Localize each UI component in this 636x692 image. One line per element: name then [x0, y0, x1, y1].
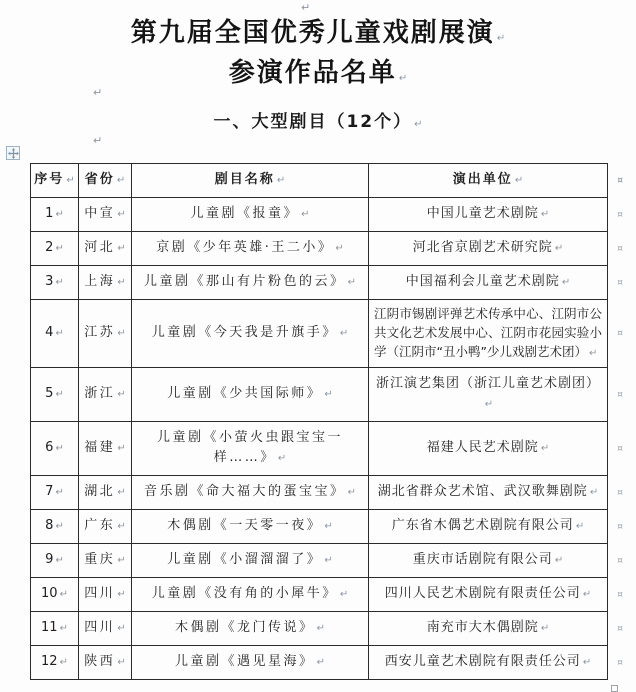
paragraph-mark: ↵ — [117, 521, 126, 532]
paragraph-mark: ↵ — [514, 175, 524, 186]
cell-no: 9 ↵ — [31, 544, 79, 578]
paragraph-mark: ↵ — [339, 589, 349, 600]
table-row — [31, 578, 608, 612]
cell-play-title: 木偶剧《龙门传说》 ↵ — [132, 612, 369, 646]
section-heading-text: 一、大型剧目（12个） — [213, 112, 413, 132]
cell-performing-unit: 广东省木偶艺术剧院有限公司 ↵ ¤ — [369, 510, 608, 544]
table-row — [31, 198, 608, 232]
paragraph-mark: ↵ — [59, 623, 68, 634]
paragraph-mark: ↵ — [335, 243, 344, 254]
paragraph-mark: ↵ — [582, 589, 592, 600]
end-of-row-mark: ¤ — [617, 589, 623, 600]
end-of-row-mark: ¤ — [617, 623, 623, 634]
cell-play-title: 儿童剧《那山有片粉色的云》 ↵ — [132, 266, 369, 300]
cell-performing-unit: 河北省京剧艺术研究院 ↵ ¤ — [369, 232, 608, 266]
four-way-arrow-icon — [8, 148, 19, 159]
paragraph-mark: ↵ — [55, 389, 64, 400]
document-title — [0, 16, 636, 96]
end-of-row-mark: ¤ — [617, 175, 623, 186]
cell-play-title: 儿童剧《小溜溜溜了》 ↵ — [132, 544, 369, 578]
cell-no: 5 ↵ — [31, 368, 79, 422]
table-row — [31, 476, 608, 510]
table-row — [31, 422, 608, 476]
paragraph-mark: ↵ — [117, 589, 126, 600]
paragraph-mark: ↵ — [324, 521, 333, 532]
header-cell-unit: 演出单位 ↵ ¤ — [369, 164, 608, 198]
cell-province: 上海 ↵ — [79, 266, 132, 300]
table-row — [31, 646, 608, 680]
cell-play-title: 京剧《少年英雄·王二小》 ↵ — [132, 232, 369, 266]
paragraph-mark: ↵ — [117, 209, 126, 220]
table-row — [31, 232, 608, 266]
cell-no: 11 ↵ — [31, 612, 79, 646]
paragraph-mark: ↵ — [561, 277, 571, 288]
paragraph-mark: ↵ — [588, 348, 598, 359]
cell-no: 12 ↵ — [31, 646, 79, 680]
table-row — [31, 510, 608, 544]
paragraph-mark: ↵ — [589, 487, 599, 498]
paragraph-mark: ↵ — [398, 73, 408, 84]
cell-no: 2 ↵ — [31, 232, 79, 266]
header-cell-no: 序号 ↵ — [31, 164, 79, 198]
cell-performing-unit: 浙江演艺集团（浙江儿童艺术剧团）↵ ¤ — [369, 368, 608, 422]
table-header-row — [31, 164, 608, 198]
title-text-1: 第九届全国优秀儿童戏剧展演 — [130, 18, 495, 48]
paragraph-mark: ↵ — [117, 277, 126, 288]
paragraph-mark: ↵ — [66, 175, 75, 186]
cell-province: 河北 ↵ — [79, 232, 132, 266]
program-table — [30, 163, 623, 680]
paragraph-mark: ↵ — [277, 453, 287, 464]
paragraph-mark: ↵ — [339, 328, 349, 339]
table-row — [31, 300, 608, 368]
table-move-handle-icon[interactable] — [6, 146, 20, 160]
table-row — [31, 612, 608, 646]
paragraph-mark: ↵ — [117, 555, 126, 566]
paragraph-mark: ↵ — [324, 555, 333, 566]
paragraph-mark: ↵ — [117, 623, 126, 634]
paragraph-mark: ↵ — [59, 589, 68, 600]
paragraph-mark: ↵ — [55, 277, 64, 288]
cell-province: 重庆 ↵ — [79, 544, 132, 578]
table-row — [31, 544, 608, 578]
cell-province: 浙江 ↵ — [79, 368, 132, 422]
cell-no: 7 ↵ — [31, 476, 79, 510]
cell-performing-unit: 江阴市锡剧评弹艺术传承中心、江阴市公共文化艺术发展中心、江阴市花园实验小学（江阴市“丑小鸭”少儿戏剧艺术团） ↵ ¤ — [369, 300, 608, 368]
cell-performing-unit: 四川人民艺术剧院有限责任公司 ↵ ¤ — [369, 578, 608, 612]
cell-performing-unit: 南充市大木偶剧院 ↵ ¤ — [369, 612, 608, 646]
paragraph-mark: ↵ — [316, 657, 325, 668]
cell-province: 广东 ↵ — [79, 510, 132, 544]
cell-play-title: 儿童剧《报童》 ↵ — [132, 198, 369, 232]
cell-no: 6 ↵ — [31, 422, 79, 476]
cell-performing-unit: 中国儿童艺术剧院 ↵ ¤ — [369, 198, 608, 232]
cell-province: 中宣 ↵ — [79, 198, 132, 232]
paragraph-mark: ↵ — [582, 657, 592, 668]
cell-performing-unit: 福建人民艺术剧院 ↵ ¤ — [369, 422, 608, 476]
end-of-row-mark: ¤ — [617, 209, 623, 220]
cell-play-title: 音乐剧《命大福大的蛋宝宝》 ↵ — [132, 476, 369, 510]
cell-no: 3 ↵ — [31, 266, 79, 300]
paragraph-mark: ↵ — [276, 175, 286, 186]
paragraph-mark: ↵ — [540, 209, 550, 220]
paragraph-mark: ↵ — [116, 175, 126, 186]
cell-play-title: 儿童剧《今天我是升旗手》 ↵ — [132, 300, 369, 368]
paragraph-mark: ↵ — [55, 555, 64, 566]
paragraph-mark: ↵ — [540, 443, 550, 454]
cell-no: 10 ↵ — [31, 578, 79, 612]
end-of-row-mark: ¤ — [617, 443, 623, 454]
end-of-row-mark: ¤ — [617, 521, 623, 532]
cell-play-title: 木偶剧《一天零一夜》 ↵ — [132, 510, 369, 544]
paragraph-mark: ↵ — [117, 487, 126, 498]
table-row — [31, 266, 608, 300]
cell-performing-unit: 中国福利会儿童艺术剧院 ↵ ¤ — [369, 266, 608, 300]
end-of-row-mark: ¤ — [617, 487, 623, 498]
paragraph-mark: ↵ — [575, 521, 585, 532]
end-of-row-mark: ¤ — [617, 243, 623, 254]
end-of-row-mark: ¤ — [617, 389, 623, 400]
title-text-2: 参演作品名单 — [228, 58, 397, 88]
table-resize-handle[interactable] — [611, 685, 618, 692]
end-of-row-mark: ¤ — [617, 657, 623, 668]
paragraph-mark: ↵ — [316, 623, 325, 634]
cell-no: 1 ↵ — [31, 198, 79, 232]
table-body — [31, 198, 623, 680]
cell-province: 四川 ↵ — [79, 612, 132, 646]
title-line-1 — [0, 16, 636, 56]
cell-province: 四川 ↵ — [79, 578, 132, 612]
cell-play-title: 儿童剧《少共国际师》 ↵ — [132, 368, 369, 422]
paragraph-mark: ↵ — [117, 328, 126, 339]
end-of-row-mark: ¤ — [617, 328, 623, 338]
cell-province: 江苏 ↵ — [79, 300, 132, 368]
cell-play-title: 儿童剧《遇见星海》 ↵ — [132, 646, 369, 680]
paragraph-mark: ↵ — [414, 119, 423, 130]
paragraph-mark: ↵ — [117, 389, 126, 400]
cell-no: 8 ↵ — [31, 510, 79, 544]
paragraph-mark: ↵ — [55, 443, 64, 454]
paragraph-mark: ↵ — [117, 657, 126, 668]
table-row — [31, 368, 608, 422]
cell-performing-unit: 西安儿童艺术剧院有限责任公司 ↵ ¤ — [369, 646, 608, 680]
end-of-row-mark: ¤ — [617, 277, 623, 288]
program-table-container — [30, 163, 623, 680]
paragraph-mark: ↵ — [347, 487, 356, 498]
paragraph-mark: ↵ — [117, 243, 126, 254]
paragraph-mark: ↵ — [93, 134, 103, 147]
paragraph-mark: ↵ — [324, 389, 333, 400]
paragraph-mark: ↵ — [59, 657, 68, 668]
paragraph-mark: ↵ — [55, 209, 64, 220]
section-heading — [0, 107, 636, 132]
header-cell-play: 剧目名称 ↵ — [132, 164, 369, 198]
paragraph-mark: ↵ — [93, 86, 103, 99]
end-of-row-mark: ¤ — [617, 555, 623, 566]
paragraph-mark: ↵ — [540, 623, 550, 634]
cell-province: 湖北 ↵ — [79, 476, 132, 510]
paragraph-mark: ↵ — [347, 277, 356, 288]
cell-province: 福建 ↵ — [79, 422, 132, 476]
paragraph-mark: ↵ — [301, 209, 310, 220]
cell-no: 4 ↵ — [31, 300, 79, 368]
cell-performing-unit: 湖北省群众艺术馆、武汉歌舞剧院 ↵ ¤ — [369, 476, 608, 510]
paragraph-mark: ↵ — [117, 443, 126, 454]
paragraph-mark: ↵ — [55, 328, 64, 339]
cell-performing-unit: 重庆市话剧院有限公司 ↵ ¤ — [369, 544, 608, 578]
header-cell-province: 省份 ↵ — [79, 164, 132, 198]
cell-play-title: 儿童剧《小萤火虫跟宝宝一样……》 ↵ — [132, 422, 369, 476]
paragraph-mark: ↵ — [484, 399, 494, 410]
paragraph-mark: ↵ — [554, 243, 564, 254]
cell-province: 陕西 ↵ — [79, 646, 132, 680]
paragraph-mark: ↵ — [554, 555, 564, 566]
paragraph-mark: ↵ — [55, 521, 64, 532]
paragraph-mark: ↵ — [55, 487, 64, 498]
paragraph-mark: ↵ — [55, 243, 64, 254]
paragraph-mark: ↵ — [301, 1, 311, 14]
paragraph-mark: ↵ — [496, 33, 506, 44]
cell-play-title: 儿童剧《没有角的小犀牛》 ↵ — [132, 578, 369, 612]
